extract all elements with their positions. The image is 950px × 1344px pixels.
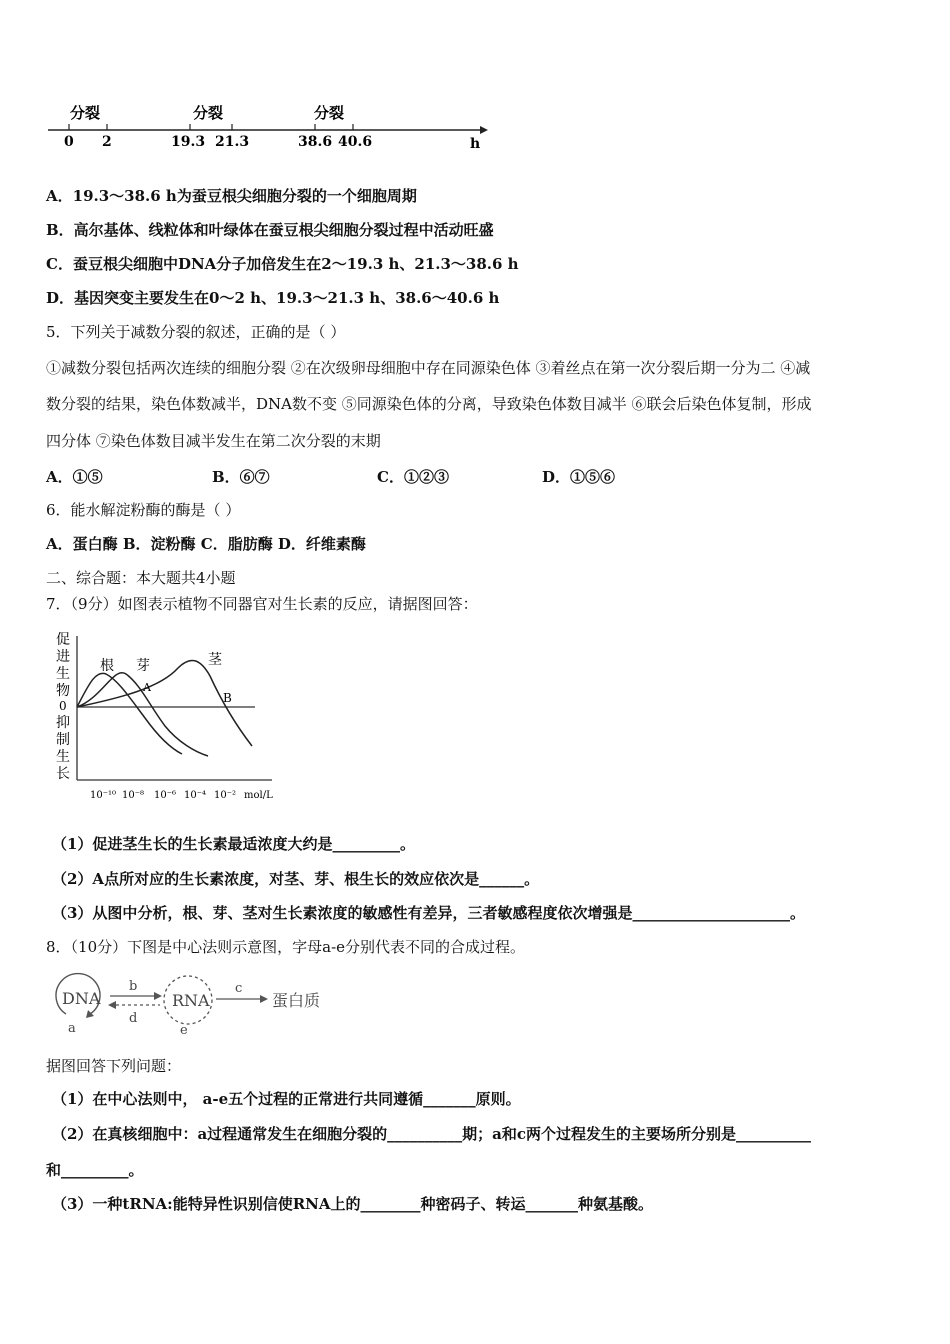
timeline-division-label-3: 分裂 xyxy=(314,104,345,122)
timeline-division-label-2: 分裂 xyxy=(193,104,224,122)
q7-sub-2: （2）A点所对应的生长素浓度，对茎、芽、根生长的效应依次是______。 xyxy=(52,870,540,888)
stem-curve-label: 茎 xyxy=(208,652,222,668)
q5-stem: 5．下列关于减数分裂的叙述，正确的是（ ） xyxy=(46,323,346,341)
timeline-tick-21-3: 21.3 xyxy=(215,134,250,150)
q8-sub-3: （3）一种tRNA:能特异性识别信使RNA上的________种密码子、转运_______种氨基酸。 xyxy=(52,1195,654,1213)
timeline-unit: h xyxy=(470,136,481,152)
q5-body-line-2: 数分裂的结果，染色体数减半，DNA数不变 ⑤同源染色体的分离，导致染色体数目减半 ⑥联会后染色体复制，形成 xyxy=(46,395,812,413)
letter-b: b xyxy=(129,979,138,994)
section-2-heading: 二、综合题：本大题共4小题 xyxy=(46,569,236,587)
x-tick-1e-6: 10⁻⁶ xyxy=(154,790,177,801)
cell-cycle-timeline xyxy=(40,96,500,156)
q8-sub-2: （2）在真核细胞中：a过程通常发生在细胞分裂的__________期；a和c两个过程发生的主要场所分别是__________ xyxy=(52,1125,812,1143)
x-tick-1e-8: 10⁻⁸ xyxy=(122,790,145,801)
q4-option-d: D．基因突变主要发生在0～2 h、19.3～21.3 h、38.6～40.6 h xyxy=(46,289,500,307)
root-curve-label: 根 xyxy=(100,658,114,674)
y-label-zhi: 制 xyxy=(56,732,70,748)
q6-options: A．蛋白酶 B．淀粉酶 C．脂肪酶 D．纤维素酶 xyxy=(46,535,366,553)
auxin-response-chart xyxy=(50,628,290,810)
point-a-label: A xyxy=(143,681,151,694)
y-label-sheng2: 生 xyxy=(56,749,70,765)
letter-c: c xyxy=(235,981,243,996)
q5-option-a: A．①⑤ xyxy=(46,468,103,486)
q8-stem: 8．（10分）下图是中心法则示意图，字母a-e分别代表不同的合成过程。 xyxy=(46,938,526,956)
x-unit: mol/L xyxy=(244,790,273,801)
timeline-tick-0: 0 xyxy=(64,134,74,150)
q6-stem: 6．能水解淀粉酶的酶是（ ） xyxy=(46,501,241,519)
q5-option-d: D．①⑤⑥ xyxy=(542,468,616,486)
y-label-zero: 0 xyxy=(59,699,67,713)
q4-option-a: A．19.3～38.6 h为蚕豆根尖细胞分裂的一个细胞周期 xyxy=(46,187,417,205)
letter-e: e xyxy=(180,1023,188,1036)
y-label-sheng: 生 xyxy=(56,666,70,682)
letter-d: d xyxy=(129,1011,138,1026)
x-tick-1e-4: 10⁻⁴ xyxy=(184,790,207,801)
q4-option-c: C．蚕豆根尖细胞中DNA分子加倍发生在2～19.3 h、21.3～38.6 h xyxy=(46,255,519,273)
timeline-tick-38-6: 38.6 xyxy=(298,134,333,150)
rna-label: RNA xyxy=(172,991,210,1010)
protein-label: 蛋白质 xyxy=(272,991,321,1010)
y-label-yi: 抑 xyxy=(56,715,70,731)
q7-stem: 7．（9分）如图表示植物不同器官对生长素的反应，请据图回答： xyxy=(46,595,478,613)
y-label-zhang: 长 xyxy=(56,766,70,782)
q8-sub-1: （1）在中心法则中， a-e五个过程的正常进行共同遵循_______原则。 xyxy=(52,1090,521,1108)
letter-a: a xyxy=(68,1021,76,1036)
timeline-tick-40-6: 40.6 xyxy=(338,134,373,150)
dna-label: DNA xyxy=(62,989,101,1008)
q5-body-line-1: ①减数分裂包括两次连续的细胞分裂 ②在次级卵母细胞中存在同源染色体 ③着丝点在第一次分裂后期一分为二 ④减 xyxy=(46,359,811,377)
y-label-wu: 物 xyxy=(56,683,70,699)
y-label-cu: 促 xyxy=(56,632,70,648)
point-b-label: B xyxy=(223,691,232,705)
q5-option-b: B．⑥⑦ xyxy=(212,468,270,486)
q5-option-c: C．①②③ xyxy=(377,468,449,486)
q8-sub-2-cont: 和_________。 xyxy=(46,1161,144,1179)
y-label-jin: 进 xyxy=(56,649,70,665)
timeline-division-label-1: 分裂 xyxy=(70,104,101,122)
timeline-tick-2: 2 xyxy=(102,134,112,150)
q7-sub-1: （1）促进茎生长的生长素最适浓度大约是_________。 xyxy=(52,835,415,853)
x-tick-1e-10: 10⁻¹⁰ xyxy=(90,790,117,801)
q4-option-b: B．高尔基体、线粒体和叶绿体在蚕豆根尖细胞分裂过程中活动旺盛 xyxy=(46,221,494,239)
q8-intro: 据图回答下列问题： xyxy=(46,1057,182,1075)
root-curve xyxy=(77,673,182,754)
central-dogma-diagram xyxy=(46,966,346,1036)
q7-sub-3: （3）从图中分析，根、芽、茎对生长素浓度的敏感性有差异，三者敏感程度依次增强是_____________________。 xyxy=(52,904,805,922)
x-tick-1e-2: 10⁻² xyxy=(214,790,237,801)
timeline-tick-19-3: 19.3 xyxy=(171,134,206,150)
bud-curve-label: 芽 xyxy=(136,658,150,674)
q5-body-line-3: 四分体 ⑦染色体数目减半发生在第二次分裂的末期 xyxy=(46,432,381,450)
